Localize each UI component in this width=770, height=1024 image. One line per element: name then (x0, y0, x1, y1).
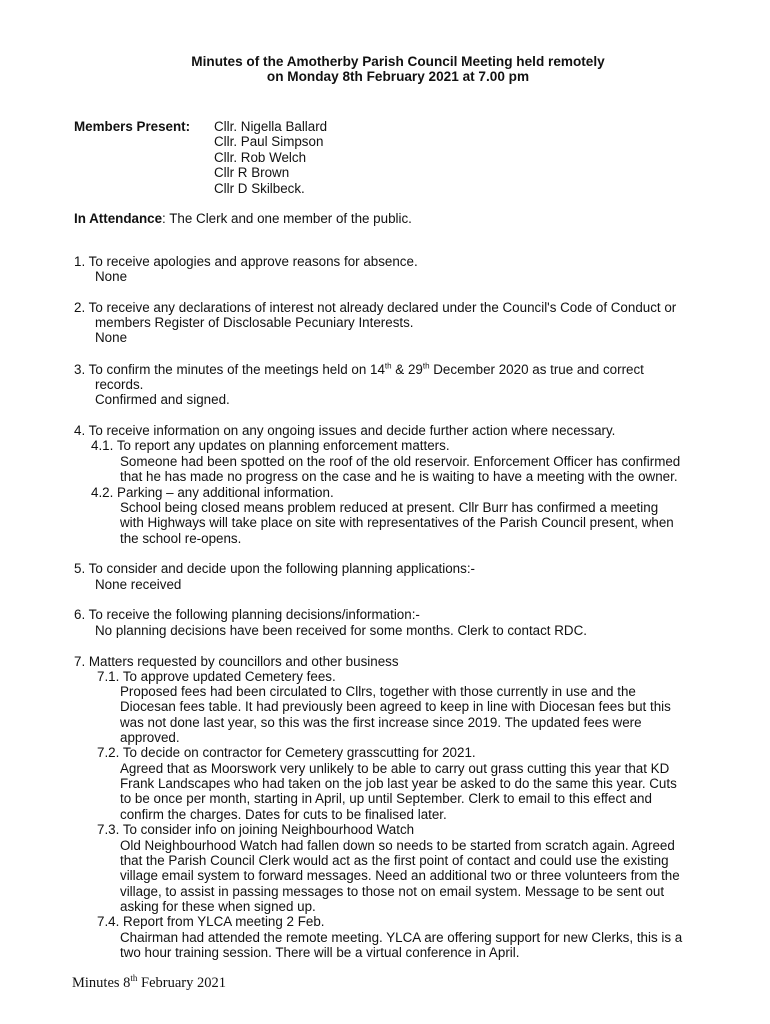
item-4-1-body: Someone had been spotted on the roof of the old reservoir. Enforcement Officer has confirmed (120, 454, 681, 469)
item-7-1-title: 7.1. To approve updated Cemetery fees. (97, 669, 336, 684)
item-4-1-body: that he has made no progress on the case and he is waiting to have a meeting with the owner. (120, 469, 678, 484)
item-5-title: 5. To consider and decide upon the following planning applications:- (74, 561, 476, 576)
item-7-2-body: Agreed that as Moorswork very unlikely to be able to carry out grass cutting this year that KD (120, 761, 670, 776)
item-7-3-body: that the Parish Council Clerk would act as the first point of contact and could use the existing (120, 853, 669, 868)
title-line-2: on Monday 8th February 2021 at 7.00 pm (266, 69, 530, 84)
item-7-3-title: 7.3. To consider info on joining Neighbourhood Watch (97, 822, 415, 837)
item-7-3-body: asking for these when signed up. (120, 899, 316, 914)
item-4-2-body: with Highways will take place on site with representatives of the Parish Council present, when (120, 515, 674, 530)
item-7-4-title: 7.4. Report from YLCA meeting 2 Feb. (97, 914, 325, 929)
item-7-title: 7. Matters requested by councillors and other business (74, 654, 399, 669)
item-5-body: None received (95, 577, 182, 592)
item-7-2-body: confirm the charges. Dates for cuts to be finalised later. (120, 807, 447, 822)
item-7-3-body: village email system to forward messages. Need an additional two or three volunteers from the (120, 868, 680, 883)
item-7-4-body: two hour training session. There will be a virtual conference in April. (120, 945, 520, 960)
item-4-2-title: 4.2. Parking – any additional information. (91, 485, 334, 500)
item-7-2-body: to be once per month, starting in April, up until September. Clerk to email to this effect and (120, 791, 652, 806)
item-3-title-cont: records. (95, 377, 144, 392)
item-7-3-body: Old Neighbourhood Watch had fallen down so needs to be started from scratch again. Agreed (120, 838, 675, 853)
item-6-title: 6. To receive the following planning decisions/information:- (74, 607, 420, 622)
page-footer: Minutes 8th February 2021 (72, 973, 227, 991)
item-7-1-body: Proposed fees had been circulated to Cllrs, together with those currently in use and the (120, 684, 636, 699)
attendance (74, 211, 412, 226)
item-7-2-body: Frank Landscapes who had taken on the job last year be asked to do the same this year. Cuts (120, 776, 677, 791)
item-2-body: None (95, 330, 128, 345)
item-7-1-body: Diocesan fees table. It had previously been agreed to keep in line with Diocesan fees but this (120, 699, 671, 714)
item-6-body: No planning decisions have been received for some months. Clerk to contact RDC. (95, 623, 587, 638)
members-label: Members Present: (74, 119, 191, 134)
attendance-label: In Attendance (74, 211, 163, 226)
member: Cllr R Brown (214, 165, 290, 181)
item-1-body: None (95, 269, 128, 284)
member: Cllr. Nigella Ballard (214, 119, 328, 134)
title-line-1: Minutes of the Amotherby Parish Council Meeting held remotely (191, 54, 605, 69)
item-3-body: Confirmed and signed. (95, 392, 230, 407)
attendance-text: : The Clerk and one member of the public. (162, 211, 412, 226)
item-4-2-body: the school re-opens. (120, 531, 242, 546)
item-2-title: 2. To receive any declarations of interest not already declared under the Council's Code of Conduct or (74, 300, 677, 315)
member: Cllr. Paul Simpson (214, 134, 324, 150)
item-7-3-body: village, to assist in passing messages to those not on email system. Message to be sent out (120, 884, 665, 899)
item-4-2-body: School being closed means problem reduced at present. Cllr Burr has confirmed a meeting (120, 500, 659, 515)
member: Cllr D Skilbeck. (214, 180, 305, 196)
item-7-4-body: Chairman had attended the remote meeting. YLCA are offering support for new Clerks, this is a (120, 930, 683, 945)
item-4-title: 4. To receive information on any ongoing issues and decide further action where necessary. (74, 423, 616, 438)
item-7-1-body: was not done last year, so this was the first increase since 2019. The updated fees were (120, 715, 642, 730)
item-3-title: 3. To confirm the minutes of the meetings held on 14th & 29th December 2020 as true and correct (74, 361, 644, 377)
item-7-1-body: approved. (120, 730, 180, 745)
member: Cllr. Rob Welch (214, 149, 307, 165)
item-1-title: 1. To receive apologies and approve reasons for absence. (74, 254, 418, 269)
item-7-2-title: 7.2. To decide on contractor for Cemetery grasscutting for 2021. (97, 745, 476, 760)
item-2-title-cont: members Register of Disclosable Pecuniary Interests. (95, 315, 414, 330)
members-list (214, 119, 327, 196)
item-4-1-title: 4.1. To report any updates on planning enforcement matters. (91, 438, 450, 453)
